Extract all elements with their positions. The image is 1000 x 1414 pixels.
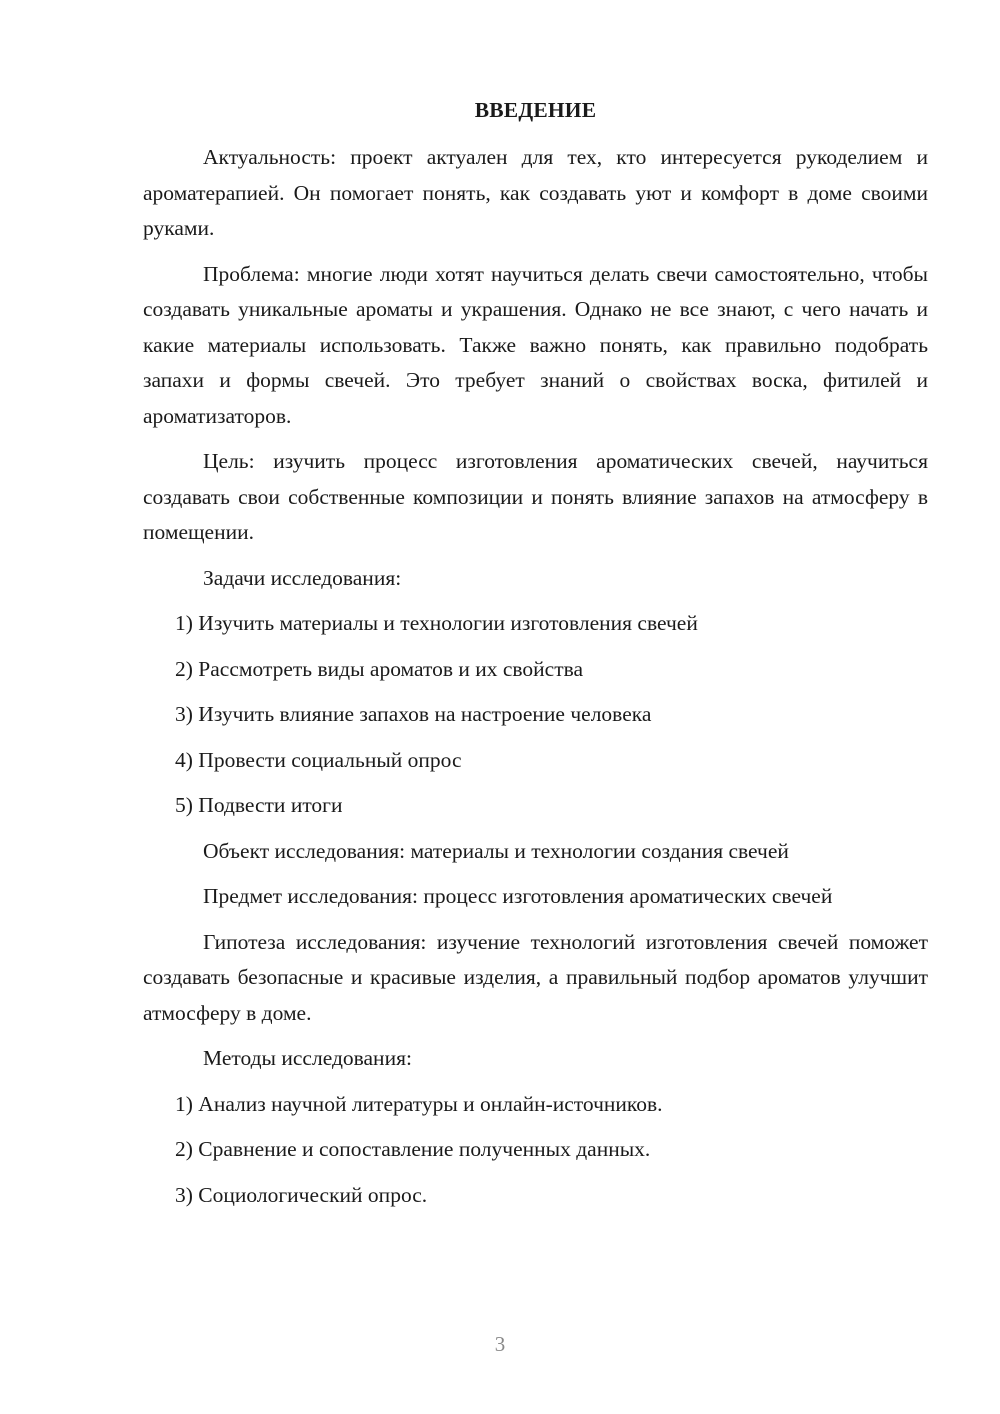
list-item-number: 1)	[175, 611, 193, 635]
tasks-list	[143, 606, 928, 824]
list-item	[143, 606, 928, 642]
problem-paragraph: Проблема: многие люди хотят научиться делать свечи самостоятельно, чтобы создавать уникальные ароматы и украшения. Однако не все знают, с чего начать и какие материалы использовать. Также важно понять, как правильно подобрать запахи и формы свечей. Это требует знаний о свойствах воска, фитилей и ароматизаторов.	[143, 261, 928, 428]
list-item	[143, 652, 928, 688]
list-item-number: 4)	[175, 747, 193, 772]
list-item-number: 1)	[175, 1091, 193, 1116]
tasks-title: Задачи исследования:	[203, 565, 402, 590]
relevance-paragraph: Актуальность: проект актуален для тех, кто интересуется рукоделием и ароматерапией. Он помогает понять, как создавать уют и комфорт в доме своими руками.	[143, 145, 928, 240]
object-paragraph: Объект исследования: материалы и технологии создания свечей	[203, 838, 789, 863]
list-item-number: 2)	[175, 656, 193, 681]
list-item	[143, 697, 928, 733]
list-item-text: Изучить влияние запахов на настроение человека	[198, 702, 652, 726]
list-item-number: 3)	[175, 702, 193, 726]
list-item-number: 5)	[175, 793, 193, 817]
list-item	[143, 1178, 928, 1214]
list-item	[143, 1087, 928, 1123]
document-page	[143, 92, 928, 1223]
methods-list	[143, 1087, 928, 1214]
methods-title: Методы исследования:	[203, 1046, 412, 1070]
list-item	[143, 1132, 928, 1168]
list-item	[143, 743, 928, 779]
list-item-text: Изучить материалы и технологии изготовления свечей	[198, 611, 698, 635]
list-item-text: Провести социальный опрос	[198, 747, 462, 772]
list-item-text: Социологический опрос.	[198, 1182, 428, 1207]
subject-paragraph: Предмет исследования: процесс изготовления ароматических свечей	[203, 884, 833, 908]
page-number: 3	[494, 1332, 506, 1356]
list-item-text: Рассмотреть виды ароматов и их свойства	[198, 656, 584, 681]
goal-paragraph: Цель: изучить процесс изготовления ароматических свечей, научиться создавать свои собственные композиции и понять влияние запахов на атмосферу в помещении.	[143, 449, 928, 544]
list-item-number: 2)	[175, 1137, 193, 1161]
list-item	[143, 788, 928, 824]
list-item-text: Подвести итоги	[198, 793, 343, 817]
page-title: ВВЕДЕНИЕ	[474, 98, 597, 122]
list-item-text: Анализ научной литературы и онлайн-источников.	[198, 1091, 663, 1116]
list-item-text: Сравнение и сопоставление полученных данных.	[198, 1137, 651, 1161]
hypothesis-paragraph: Гипотеза исследования: изучение технологий изготовления свечей поможет создавать безопасные и красивые изделия, а правильный подбор ароматов улучшит атмосферу в доме.	[143, 929, 928, 1025]
list-item-number: 3)	[175, 1182, 193, 1207]
